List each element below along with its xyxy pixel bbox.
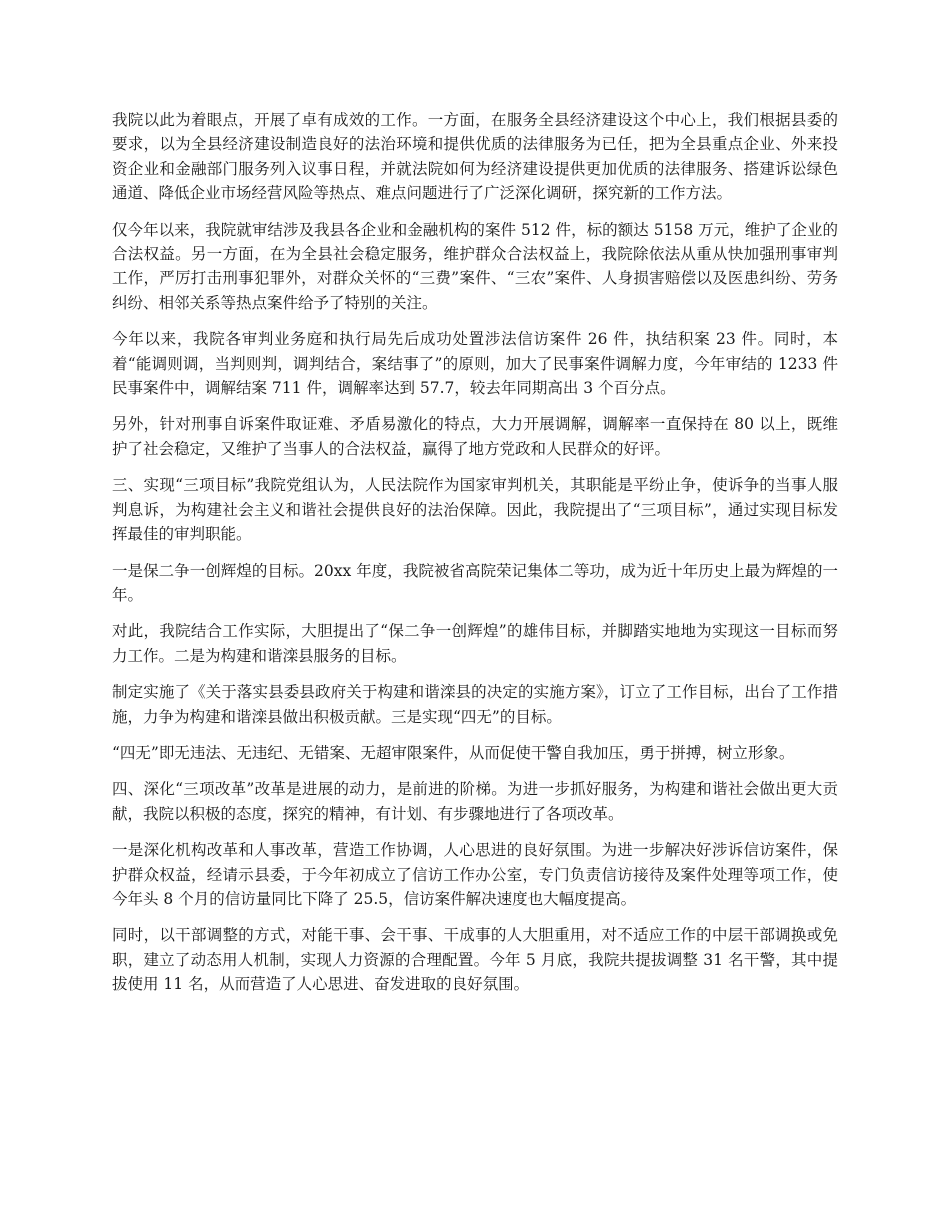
paragraph-7: 对此，我院结合工作实际，大胆提出了“保二争一创辉煌”的雄伟目标，并脚踏实地地为实现这一目标而努力工作。二是为构建和谐滦县服务的目标。 (112, 622, 838, 665)
paragraph-10: 四、深化“三项改革”改革是进展的动力，是前进的阶梯。为进一步抓好服务，为构建和谐社会做出更大贡献，我院以积极的态度，探究的精神，有计划、有步骤地进行了各项改革。 (112, 780, 838, 823)
paragraph-8: 制定实施了《关于落实县委县政府关于构建和谐滦县的决定的实施方案》，订立了工作目标，出台了工作措施，力争为构建和谐滦县做出积极贡献。三是实现“四无”的目标。 (112, 683, 838, 726)
paragraph-1: 我院以此为着眼点，开展了卓有成效的工作。一方面，在服务全县经济建设这个中心上，我们根据县委的要求，以为全县经济建设制造良好的法治环境和提供优质的法律服务为已任，把为全县重点企业、外来投资企业和金融部门服务列入议事日程，并就法院如何为经济建设提供更加优质的法律服务、搭建诉讼绿色通道、降低企业市场经营风险等热点、难点问题进行了广泛深化调研，探究新的工作方法。 (112, 111, 838, 203)
paragraph-11: 一是深化机构改革和人事改革，营造工作协调，人心思进的良好氛围。为进一步解决好涉诉信访案件，保护群众权益，经请示县委，于今年初成立了信访工作办公室，专门负责信访接待及案件处理等项工作，使今年头 8 个月的信访量同比下降了 25.5，信访案件解决速度也大幅度提高。 (112, 841, 838, 908)
paragraph-5: 三、实现“三项目标”我院党组认为，人民法院作为国家审判机关，其职能是平纷止争，使诉争的当事人服判息诉，为构建社会主义和谐社会提供良好的法治保障。因此，我院提出了“三项目标”，通过实现目标发挥最佳的审判职能。 (112, 476, 838, 544)
paragraph-6: 一是保二争一创辉煌的目标。20xx 年度，我院被省高院荣记集体二等功，成为近十年历史上最为辉煌的一年。 (112, 561, 838, 604)
paragraph-2: 仅今年以来，我院就审结涉及我县各企业和金融机构的案件 512 件，标的额达 5158 万元，维护了企业的合法权益。另一方面，在为全县社会稳定服务，维护群众合法权益上，我院除依法从重从快加强刑事审判工作，严厉打击刑事犯罪外，对群众关怀的“三费”案件、“三农”案件、人身损害赔偿以及医患纠纷、劳务纠纷、相邻关系等热点案件给予了特别的关注。 (112, 220, 838, 312)
paragraph-4: 另外，针对刑事自诉案件取证难、矛盾易激化的特点，大力开展调解，调解率一直保持在 80 以上，既维护了社会稳定，又维护了当事人的合法权益，赢得了地方党政和人民群众的好评。 (112, 415, 838, 458)
paragraph-12: 同时，以干部调整的方式，对能干事、会干事、干成事的人大胆重用，对不适应工作的中层干部调换或免职，建立了动态用人机制，实现人力资源的合理配置。今年 5 月底，我院共提拔调整 31 名干警，其中提拔使用 11 名，从而营造了人心思进、奋发进取的良好氛围。 (112, 926, 838, 994)
document-body (112, 108, 838, 1009)
paragraph-9: “四无”即无违法、无违纪、无错案、无超审限案件，从而促使干警自我加压，勇于拼搏，树立形象。 (112, 743, 795, 762)
paragraph-3: 今年以来，我院各审判业务庭和执行局先后成功处置涉法信访案件 26 件，执结积案 23 件。同时，本着“能调则调，当判则判，调判结合，案结事了”的原则，加大了民事案件调解力度，今年审结的 1233 件民事案件中，调解结案 711 件，调解率达到 57.7，较去年同期高出 3 个百分点。 (112, 330, 838, 398)
